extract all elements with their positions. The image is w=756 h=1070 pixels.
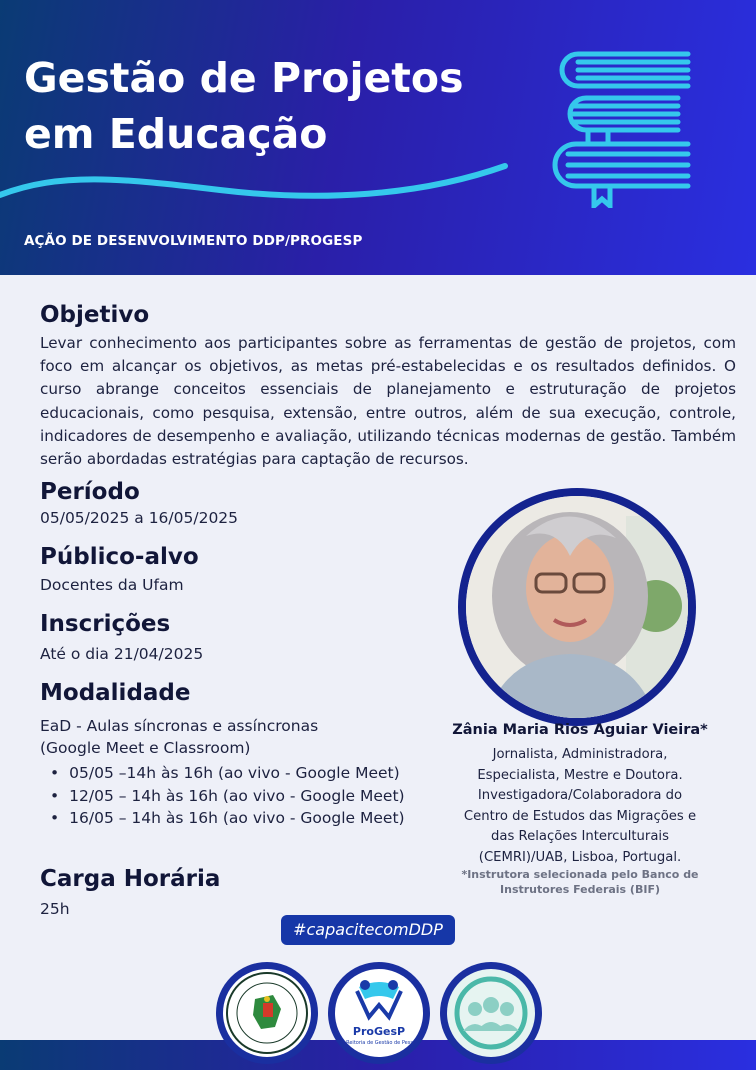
people-logo	[440, 962, 542, 1064]
ufam-seal-logo	[216, 962, 318, 1064]
workload-heading: Carga Horária	[40, 866, 221, 892]
modality-line-2: (Google Meet e Classroom)	[40, 739, 251, 757]
instructor-desc-line: Especialista, Mestre e Doutora.	[477, 767, 683, 783]
title-line-2: em Educação	[24, 110, 328, 158]
instructor-desc-line: Investigadora/Colaboradora do	[477, 788, 683, 803]
header-subtitle: AÇÃO DE DESENVOLVIMENTO DDP/PROGESP	[24, 233, 363, 249]
header-banner	[0, 0, 756, 275]
page-title	[24, 50, 544, 162]
period-heading: Período	[40, 479, 140, 505]
objective-text: Levar conhecimento aos participantes sobre as ferramentas de gestão de projetos, com foco em alcançar os objetivos, as metas pré-estabelecidas e os resultados definidos. O curso abrange conceitos essenciais de planejamento e estruturação de projetos educacionais, como pesquisa, extensão, entre outros, além de sua execução, controle, indicadores de desempenho e avaliação, utilizando técnicas modernas de gestão. Também serão abordadas estratégias para captação de recursos.	[40, 334, 736, 469]
modality-heading: Modalidade	[40, 680, 191, 706]
title-line-1: Gestão de Projetos	[24, 54, 464, 102]
progesp-icon	[335, 969, 423, 1029]
list-item: • 12/05 – 14h às 16h (ao vivo - Google Meet)	[50, 785, 405, 808]
progesp-sub: Pró-Reitoria de Gestão de Pessoas	[336, 1040, 422, 1046]
audience-heading: Público-alvo	[40, 544, 199, 570]
people-group-icon	[447, 969, 535, 1057]
books-icon	[548, 48, 698, 208]
instructor-note-line: Instrutores Federais (BIF)	[500, 883, 660, 896]
instructor-note-line: *Instrutora selecionada pelo Banco de	[461, 868, 699, 881]
registration-text: Até o dia 21/04/2025	[40, 645, 204, 663]
hashtag-badge: #capacitecomDDP	[281, 915, 455, 945]
registration-heading: Inscrições	[40, 611, 171, 637]
progesp-logo	[328, 962, 430, 1064]
portrait-illustration	[466, 496, 688, 718]
workload-text: 25h	[40, 900, 70, 918]
list-item: • 16/05 – 14h às 16h (ao vivo - Google Meet)	[50, 807, 405, 830]
instructor-desc-line: das Relações Interculturais	[491, 829, 669, 844]
decorative-wave	[0, 160, 520, 210]
sessions-list	[50, 762, 405, 830]
instructor-desc-line: Jornalista, Administradora,	[492, 747, 668, 762]
ufam-seal-icon	[223, 969, 311, 1057]
instructor-note	[440, 867, 720, 897]
instructor-desc-line: Centro de Estudos das Migrações e	[463, 808, 697, 824]
modality-line-1: EaD - Aulas síncronas e assíncronas	[40, 717, 319, 735]
instructor-portrait	[466, 496, 688, 718]
progesp-label: ProGesP	[352, 1025, 406, 1038]
audience-text: Docentes da Ufam	[40, 576, 184, 594]
instructor-name: Zânia Maria Rios Aguiar Vieira*	[452, 722, 708, 738]
objective-heading: Objetivo	[40, 302, 150, 328]
instructor-description	[440, 745, 720, 868]
period-text: 05/05/2025 a 16/05/2025	[40, 509, 239, 527]
instructor-photo	[458, 488, 696, 726]
instructor-desc-line: (CEMRI)/UAB, Lisboa, Portugal.	[478, 849, 682, 865]
list-item: • 05/05 –14h às 16h (ao vivo - Google Meet)	[50, 762, 405, 785]
